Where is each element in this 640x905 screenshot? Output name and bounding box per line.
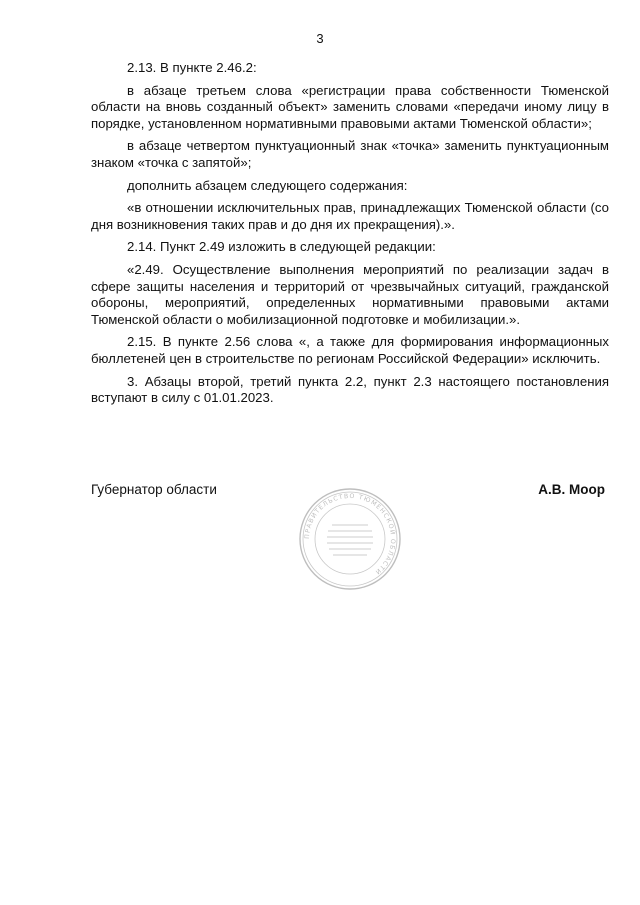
signatory-name: А.В. Моор bbox=[538, 482, 605, 497]
signatory-title: Губернатор области bbox=[91, 482, 217, 497]
paragraph: в абзаце четвертом пунктуационный знак «точка» заменить пунктуационным знаком «точка с запятой»; bbox=[91, 138, 609, 170]
page-number: 3 bbox=[316, 31, 324, 46]
official-seal bbox=[298, 487, 402, 591]
paragraph: 3. Абзацы второй, третий пункта 2.2, пункт 2.3 настоящего постановления вступают в силу с 01.01.2023. bbox=[91, 373, 609, 406]
document-body bbox=[91, 60, 609, 413]
paragraph: «в отношении исключительных прав, принадлежащих Тюменской области (со дня возникновения таких прав и до дня их прекращения).». bbox=[91, 200, 609, 232]
paragraph: 2.15. В пункте 2.56 слова «, а также для формирования информационных бюллетеней цен в строительстве по регионам Российской Федерации» исключить. bbox=[91, 334, 609, 366]
svg-text:ПРАВИТЕЛЬСТВО ТЮМЕНСКОЙ ОБЛАСТ bbox=[304, 493, 398, 576]
paragraph: 2.13. В пункте 2.46.2: bbox=[127, 60, 257, 75]
paragraph: 2.14. Пункт 2.49 изложить в следующей редакции: bbox=[127, 239, 436, 255]
seal-ring-text: ПРАВИТЕЛЬСТВО ТЮМЕНСКОЙ ОБЛАСТИ bbox=[303, 492, 397, 576]
paragraph: в абзаце третьем слова «регистрации права собственности Тюменской области на вновь созданный объект» заменить словами «передачи иному лицу в порядке, установленном нормативными правовыми актами Тюменской области»; bbox=[91, 82, 609, 131]
paragraph: «2.49. Осуществление выполнения мероприятий по реализации задач в сфере защиты населения и территорий от чрезвычайных ситуаций, гражданской обороны, мероприятий, определенных нормативными правовыми актами Тюменской области о мобилизационной подготовке и мобилизации.». bbox=[91, 261, 609, 327]
paragraph: дополнить абзацем следующего содержания: bbox=[127, 177, 408, 193]
